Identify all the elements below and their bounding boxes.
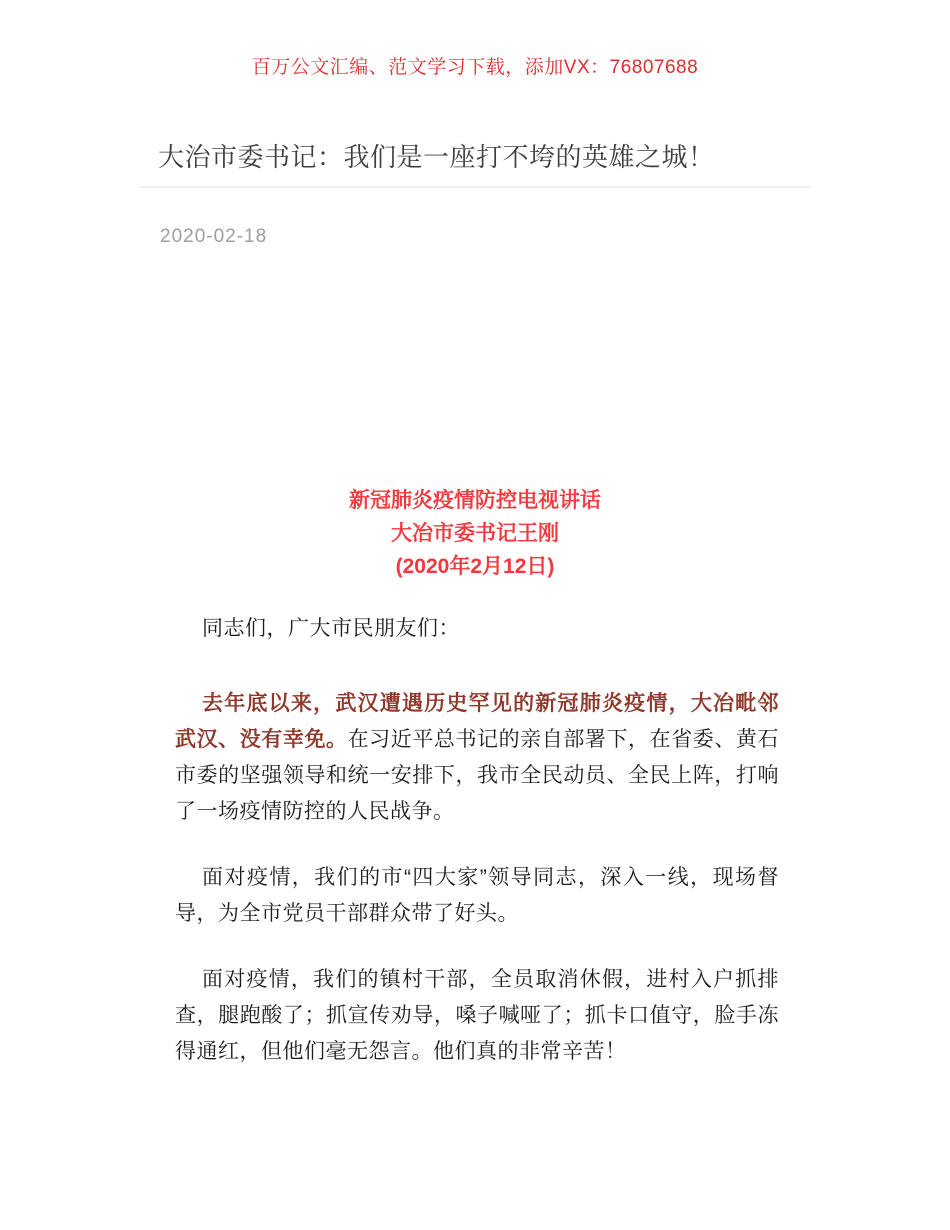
speech-heading-line-title: 新冠肺炎疫情防控电视讲话 [349,489,601,512]
speech-heading-line-date: (2020年2月12日) [395,555,555,578]
promo-banner: 百万公文汇编、范文学习下载，添加VX：76807688 [251,57,699,78]
paragraph: 面对疫情，我们的市“四大家”领导同志，深入一线，现场督导，为全市党员干部群众带了好头。 [175,866,779,925]
lead-emphasis-text: 去年底以来，武汉遭遇历史罕见的新冠肺炎疫情，大冶毗邻武汉、没有幸免。 [175,692,779,751]
article-body [140,611,810,1070]
paragraph: 面对疫情，我们的镇村干部，全员取消休假，进村入户抓排查，腿跑酸了；抓宣传劝导，嗓子喊哑了；抓卡口值守，脸手冻得通红，但他们毫无怨言。他们真的非常辛苦！ [175,968,779,1063]
speech-heading [140,484,810,583]
lead-rest-text: 在习近平总书记的亲自部署下，在省委、黄石市委的坚强领导和统一安排下，我市全民动员、全民上阵，打响了一场疫情防控的人民战争。 [175,728,779,823]
paragraph-salutation: 同志们，广大市民朋友们： [202,617,460,640]
publish-date: 2020-02-18 [160,226,268,247]
title-divider [140,186,810,188]
paragraph-lead [175,686,779,830]
article [140,142,810,1070]
speech-heading-line-speaker: 大冶市委书记王刚 [391,522,559,545]
article-title: 大治市委书记：我们是一座打不垮的英雄之城！ [158,142,715,172]
